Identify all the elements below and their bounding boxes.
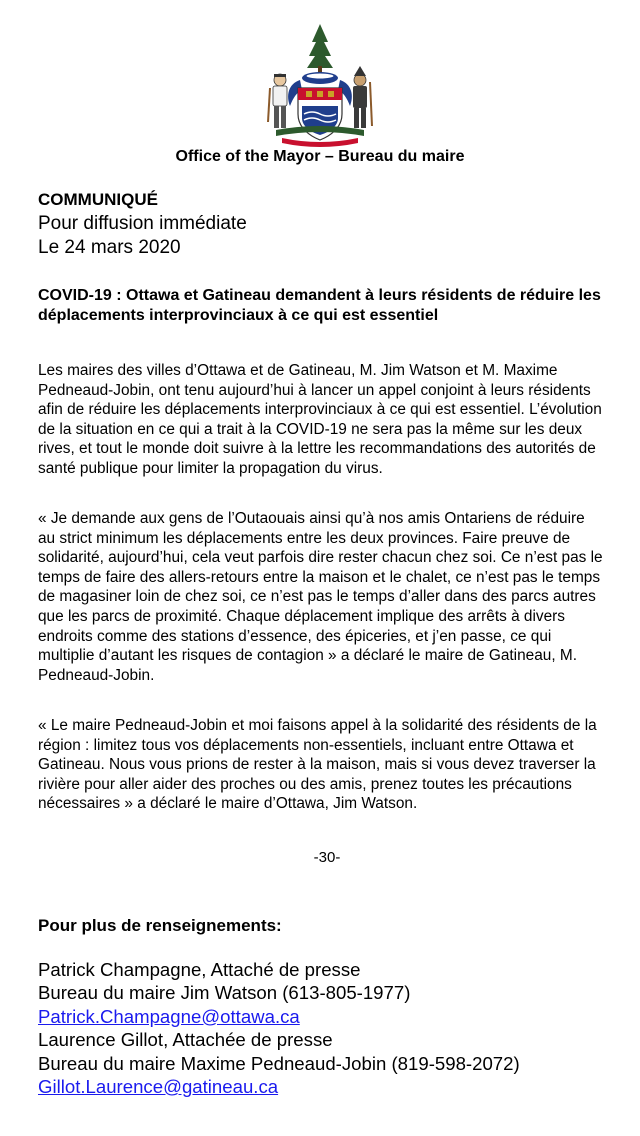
contact-2-name: Laurence Gillot, Attachée de presse: [38, 1029, 333, 1051]
paragraph-3: « Le maire Pedneaud-Jobin et moi faisons appel à la solidarité des résidents de la région : limitez tous vos déplacements non-essentiels, incluant entre Ottawa et Gatineau. Nous vous prions de rester à la maison, mais si vous devez traverser la rivière pour aller aider des proches ou des amis, prenez toutes les précautions nécessaires » a déclaré le maire d’Ottawa, Jim Watson.: [38, 717, 597, 813]
paragraph-1: Les maires des villes d’Ottawa et de Gatineau, M. Jim Watson et M. Maxime Pedneaud-Jobin, ont tenu aujourd’hui à lancer un appel conjoint à leurs résidents afin de réduire les déplacements interprovinciaux à ce qui est essentiel. L’évolution de la situation en ce qui a trait à la COVID-19 ne sera pas la même sur les deux rives, et tout le monde doit suivre à la lettre les recommandations des autorités de santé publique pour limiter la propagation du virus.: [38, 362, 602, 477]
contact-2-office: Bureau du maire Maxime Pedneaud-Jobin (819-598-2072): [38, 1052, 520, 1074]
contact-1-name: Patrick Champagne, Attaché de presse: [38, 959, 361, 980]
paragraph-2: « Je demande aux gens de l’Outaouais ainsi qu’à nos amis Ontariens de réduire au strict minimum les déplacements entre les deux provinces. Faire preuve de solidarité, aujourd’hui, cela veut parfois dire rester chacun chez soi. Ce n’est pas le temps de faire des allers-retours entre la maison et le chalet, ce n’est pas le temps de magasiner loin de chez soi, ce n’est pas le temps d’aller dans des parcs autres que les parcs de proximité. Chaque déplacement implique des arrêts à divers endroits comme des stations d’essence, des épiceries, et j’en passe, ce qui multiplie d’autant les risques de contagion » a déclaré le maire de Gatineau, M. Pedneaud-Jobin.: [38, 510, 603, 684]
contact-1-office: Bureau du maire Jim Watson (613-805-1977): [38, 982, 411, 1004]
contacts-heading: Pour plus de renseignements:: [38, 916, 282, 935]
office-heading: Office of the Mayor – Bureau du maire: [175, 148, 465, 165]
distribution-note: Pour diffusion immédiate: [38, 213, 247, 234]
contact-2-email-link[interactable]: Gillot.Laurence@gatineau.ca: [38, 1076, 279, 1098]
end-marker: -30-: [313, 849, 341, 866]
contacts-block: [38, 958, 520, 1098]
city-coat-of-arms-logo: [260, 22, 380, 147]
contact-1-email-link[interactable]: Patrick.Champagne@ottawa.ca: [38, 1005, 300, 1027]
communique-label: COMMUNIQUÉ: [38, 190, 158, 209]
headline: COVID-19 : Ottawa et Gatineau demandent à leurs résidents de réduire les déplacements interprovinciaux à ce qui est essentiel: [38, 287, 601, 324]
release-date: Le 24 mars 2020: [38, 237, 181, 258]
